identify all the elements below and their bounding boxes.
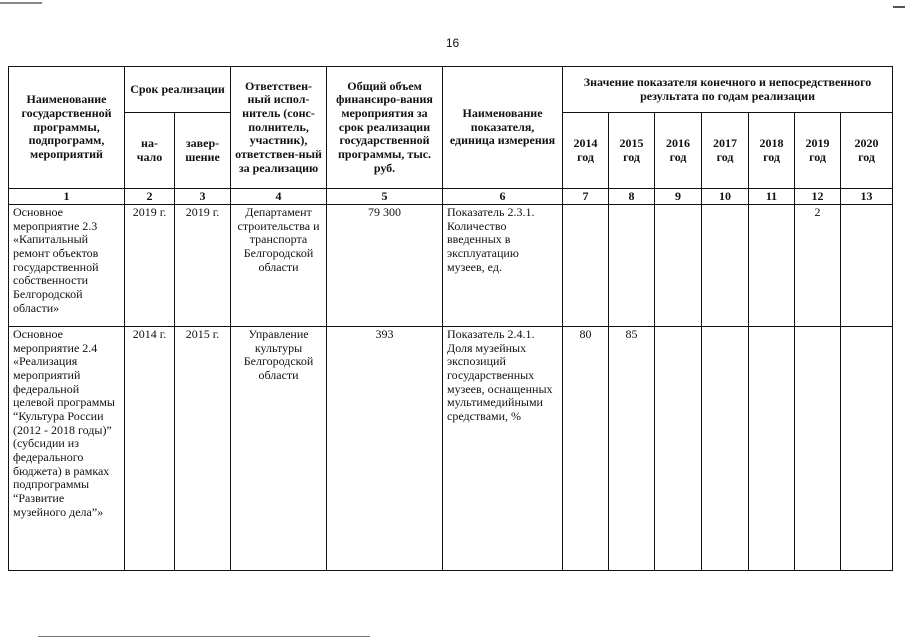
year-value bbox=[702, 327, 749, 571]
measure-name: Основное мероприятие 2.3 «Капитальный ремонт объектов государственной собственности Белгородской области» bbox=[9, 205, 125, 327]
header-start: на-чало bbox=[125, 113, 175, 189]
scan-mark-top-left bbox=[0, 2, 42, 4]
year-value bbox=[655, 205, 702, 327]
header-end: завер-шение bbox=[175, 113, 231, 189]
year-value bbox=[749, 205, 795, 327]
year-value: 80 bbox=[563, 327, 609, 571]
header-name: Наименование государственной программы, подпрограмм, мероприятий bbox=[9, 67, 125, 189]
header-period: Срок реализации bbox=[125, 67, 231, 113]
year-value bbox=[655, 327, 702, 571]
financing-volume: 393 bbox=[327, 327, 443, 571]
financing-volume: 79 300 bbox=[327, 205, 443, 327]
header-year: 2019 год bbox=[795, 113, 841, 189]
indicator-name: Показатель 2.3.1. Количество введенных в эксплуатацию музеев, ед. bbox=[443, 205, 563, 327]
column-number: 10 bbox=[702, 189, 749, 205]
column-number-row bbox=[9, 189, 893, 205]
column-number: 2 bbox=[125, 189, 175, 205]
column-number: 9 bbox=[655, 189, 702, 205]
end-year: 2015 г. bbox=[175, 327, 231, 571]
program-table bbox=[8, 66, 893, 571]
year-value bbox=[749, 327, 795, 571]
responsible-executor: Управление культуры Белгородской области bbox=[231, 327, 327, 571]
header-values: Значение показателя конечного и непосредственного результата по годам реализации bbox=[563, 67, 893, 113]
measure-name: Основное мероприятие 2.4 «Реализация мероприятий федеральной целевой программы “Культура России (2012 - 2018 годы)” (субсидии из федерального бюджета) в рамках подпрограммы “Развитие музейного дела”» bbox=[9, 327, 125, 571]
year-value: 2 bbox=[795, 205, 841, 327]
start-year: 2014 г. bbox=[125, 327, 175, 571]
year-value bbox=[841, 205, 893, 327]
scan-mark-bottom bbox=[38, 636, 370, 637]
header-year: 2014 год bbox=[563, 113, 609, 189]
scan-mark-top-right bbox=[893, 6, 905, 8]
column-number: 6 bbox=[443, 189, 563, 205]
header-year: 2015 год bbox=[609, 113, 655, 189]
start-year: 2019 г. bbox=[125, 205, 175, 327]
header-year: 2016 год bbox=[655, 113, 702, 189]
year-value bbox=[563, 205, 609, 327]
column-number: 11 bbox=[749, 189, 795, 205]
table-row bbox=[9, 205, 893, 327]
column-number: 12 bbox=[795, 189, 841, 205]
year-value bbox=[795, 327, 841, 571]
column-number: 8 bbox=[609, 189, 655, 205]
header-responsible: Ответствен-ный испол-нитель (сонс-полнитель, участник), ответствен-ный за реализацию bbox=[231, 67, 327, 189]
header-indicator: Наименование показателя, единица измерения bbox=[443, 67, 563, 189]
column-number: 3 bbox=[175, 189, 231, 205]
responsible-executor: Департамент строительства и транспорта Белгородской области bbox=[231, 205, 327, 327]
column-number: 4 bbox=[231, 189, 327, 205]
table-row bbox=[9, 327, 893, 571]
year-value bbox=[841, 327, 893, 571]
header-year: 2018 год bbox=[749, 113, 795, 189]
header-year: 2017 год bbox=[702, 113, 749, 189]
header-volume: Общий объем финансиро-вания мероприятия за срок реализации государственной программы, тыс. руб. bbox=[327, 67, 443, 189]
header-year: 2020 год bbox=[841, 113, 893, 189]
page-number: 16 bbox=[445, 36, 460, 50]
column-number: 5 bbox=[327, 189, 443, 205]
year-value: 85 bbox=[609, 327, 655, 571]
indicator-name: Показатель 2.4.1. Доля музейных экспозиций государственных музеев, оснащенных мультимедийными средствами, % bbox=[443, 327, 563, 571]
column-number: 1 bbox=[9, 189, 125, 205]
year-value bbox=[702, 205, 749, 327]
end-year: 2019 г. bbox=[175, 205, 231, 327]
column-number: 13 bbox=[841, 189, 893, 205]
column-number: 7 bbox=[563, 189, 609, 205]
year-value bbox=[609, 205, 655, 327]
